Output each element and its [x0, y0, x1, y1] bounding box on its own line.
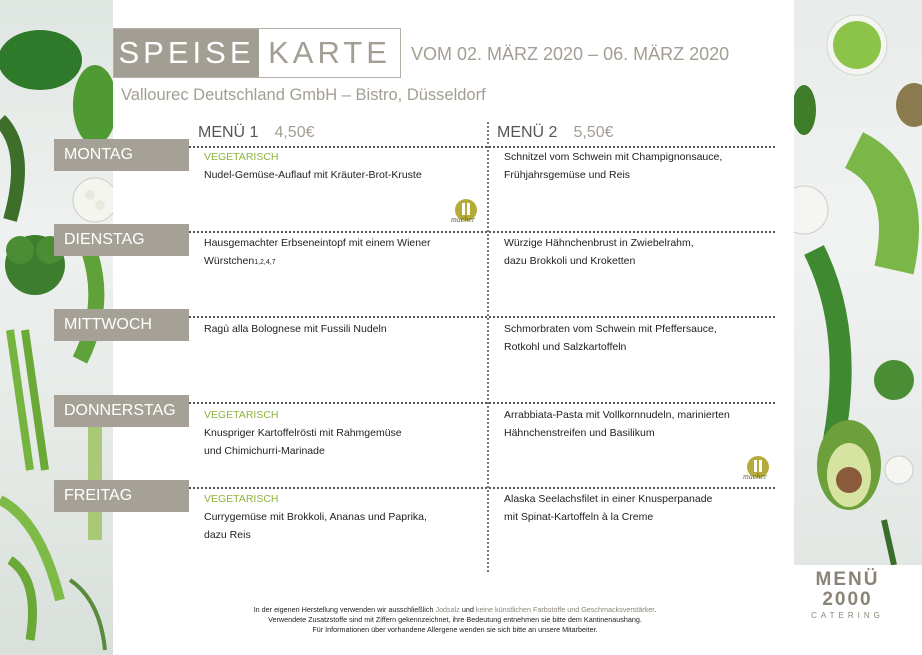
footer-highlight: Jodsalz [435, 605, 460, 614]
column-divider [487, 122, 489, 572]
title-left: SPEISE [114, 29, 259, 77]
footer-text: und [459, 605, 476, 614]
meal-line: Currygemüse mit Brokkoli, Ananas und Paprika, [204, 511, 427, 523]
menu2-header [497, 124, 614, 142]
meal-line: dazu Brokkoli und Kroketten [504, 255, 636, 267]
menu1-meal-freitag [204, 490, 474, 544]
meal-line: Rotkohl und Salzkartoffeln [504, 341, 627, 353]
meal-line: Schnitzel vom Schwein mit Champignonsauce, [504, 151, 723, 163]
footer-notes [160, 605, 750, 635]
right-vegetable-photo [794, 0, 922, 565]
menu2-price: 5,50€ [573, 124, 614, 141]
date-range: VOM 02. MÄRZ 2020 – 06. MÄRZ 2020 [411, 44, 730, 64]
day-label-dienstag: DIENSTAG [54, 224, 189, 256]
logo-line-1: MENÜ [815, 569, 880, 590]
fitmacher-badge [445, 198, 487, 226]
meal-line: Alaska Seelachsfilet in einer Knusperpanade [504, 493, 713, 505]
meal-line: Frühjahrsgemüse und Reis [504, 169, 631, 181]
subtitle: Vallourec Deutschland GmbH – Bistro, Düsseldorf [121, 86, 486, 104]
additive-numbers: 1,2,4,7 [254, 259, 276, 266]
row-divider [170, 231, 775, 233]
meal-line: Schmorbraten vom Schwein mit Pfeffersauce, [504, 323, 717, 335]
menu2-meal-freitag [504, 490, 774, 526]
footer-text: In der eigenen Herstellung verwenden wir ausschließlich [253, 605, 436, 614]
vegetables-illustration-right [794, 0, 922, 565]
logo-line-2: 2000 [822, 589, 873, 610]
meal-line: Ragù alla Bolognese mit Fussili Nudeln [204, 323, 387, 335]
day-label-freitag: FREITAG [54, 480, 189, 512]
menu1-label: MENÜ 1 [198, 124, 259, 141]
day-label-donnerstag: DONNERSTAG [54, 395, 189, 427]
badge-label: macher [743, 472, 767, 481]
vegetarian-tag: VEGETARISCH [204, 151, 279, 163]
menu2-meal-donnerstag [504, 406, 774, 442]
menu1-header [198, 124, 315, 142]
menu1-meal-donnerstag [204, 406, 474, 460]
menu1-meal-mittwoch [204, 320, 474, 338]
vegetarian-tag: VEGETARISCH [204, 409, 279, 421]
day-label-montag: MONTAG [54, 139, 189, 171]
meal-line: mit Spinat-Kartoffeln à la Creme [504, 511, 654, 523]
menu2-meal-dienstag [504, 234, 774, 270]
footer-line-2: Verwendete Zusatzstoffe sind mit Ziffern gekennzeichnet, ihre Bedeutung entnehmen sie bitte dem Kantinenaushang. [268, 615, 642, 624]
menu1-meal-montag [204, 148, 474, 184]
meal-line: Arrabbiata-Pasta mit Vollkornnudeln, marinierten [504, 409, 730, 421]
menu1-price: 4,50€ [274, 124, 315, 141]
badge-label: macher [451, 215, 475, 224]
meal-line: und Chimichurri-Marinade [204, 445, 325, 457]
footer-text: . [654, 605, 657, 614]
meal-line: Nudel-Gemüse-Auflauf mit Kräuter-Brot-Kruste [204, 169, 422, 181]
menu2-label: MENÜ 2 [497, 124, 558, 141]
footer-highlight: keine künstlichen Farbstoffe und Geschmacksverstärker [475, 605, 655, 614]
meal-line: Hähnchenstreifen und Basilikum [504, 427, 655, 439]
footer-line-3: Für Informationen über vorhandene Allergene wenden sie sich bitte an unsere Mitarbeiter. [312, 625, 598, 634]
meal-line: Hausgemachter Erbseneintopf mit einem Wiener [204, 237, 431, 249]
meal-line: dazu Reis [204, 529, 251, 541]
fitmacher-badge [737, 455, 779, 483]
title-box [113, 28, 401, 78]
menu1-meal-dienstag [204, 234, 474, 272]
meal-line: Knuspriger Kartoffelrösti mit Rahmgemüse [204, 427, 402, 439]
logo-line-3: CATERING [811, 611, 884, 620]
row-divider [170, 402, 775, 404]
menu2-meal-montag [504, 148, 774, 184]
row-divider [170, 487, 775, 489]
footer-line-1 [160, 605, 750, 615]
menu2000-logo [800, 570, 895, 622]
meal-line: Würstchen [204, 255, 255, 267]
vegetarian-tag: VEGETARISCH [204, 493, 279, 505]
meal-line: Würzige Hähnchenbrust in Zwiebelrahm, [504, 237, 694, 249]
row-divider [170, 316, 775, 318]
menu2-meal-mittwoch [504, 320, 774, 356]
title-right: KARTE [268, 35, 391, 70]
day-label-mittwoch: MITTWOCH [54, 309, 189, 341]
